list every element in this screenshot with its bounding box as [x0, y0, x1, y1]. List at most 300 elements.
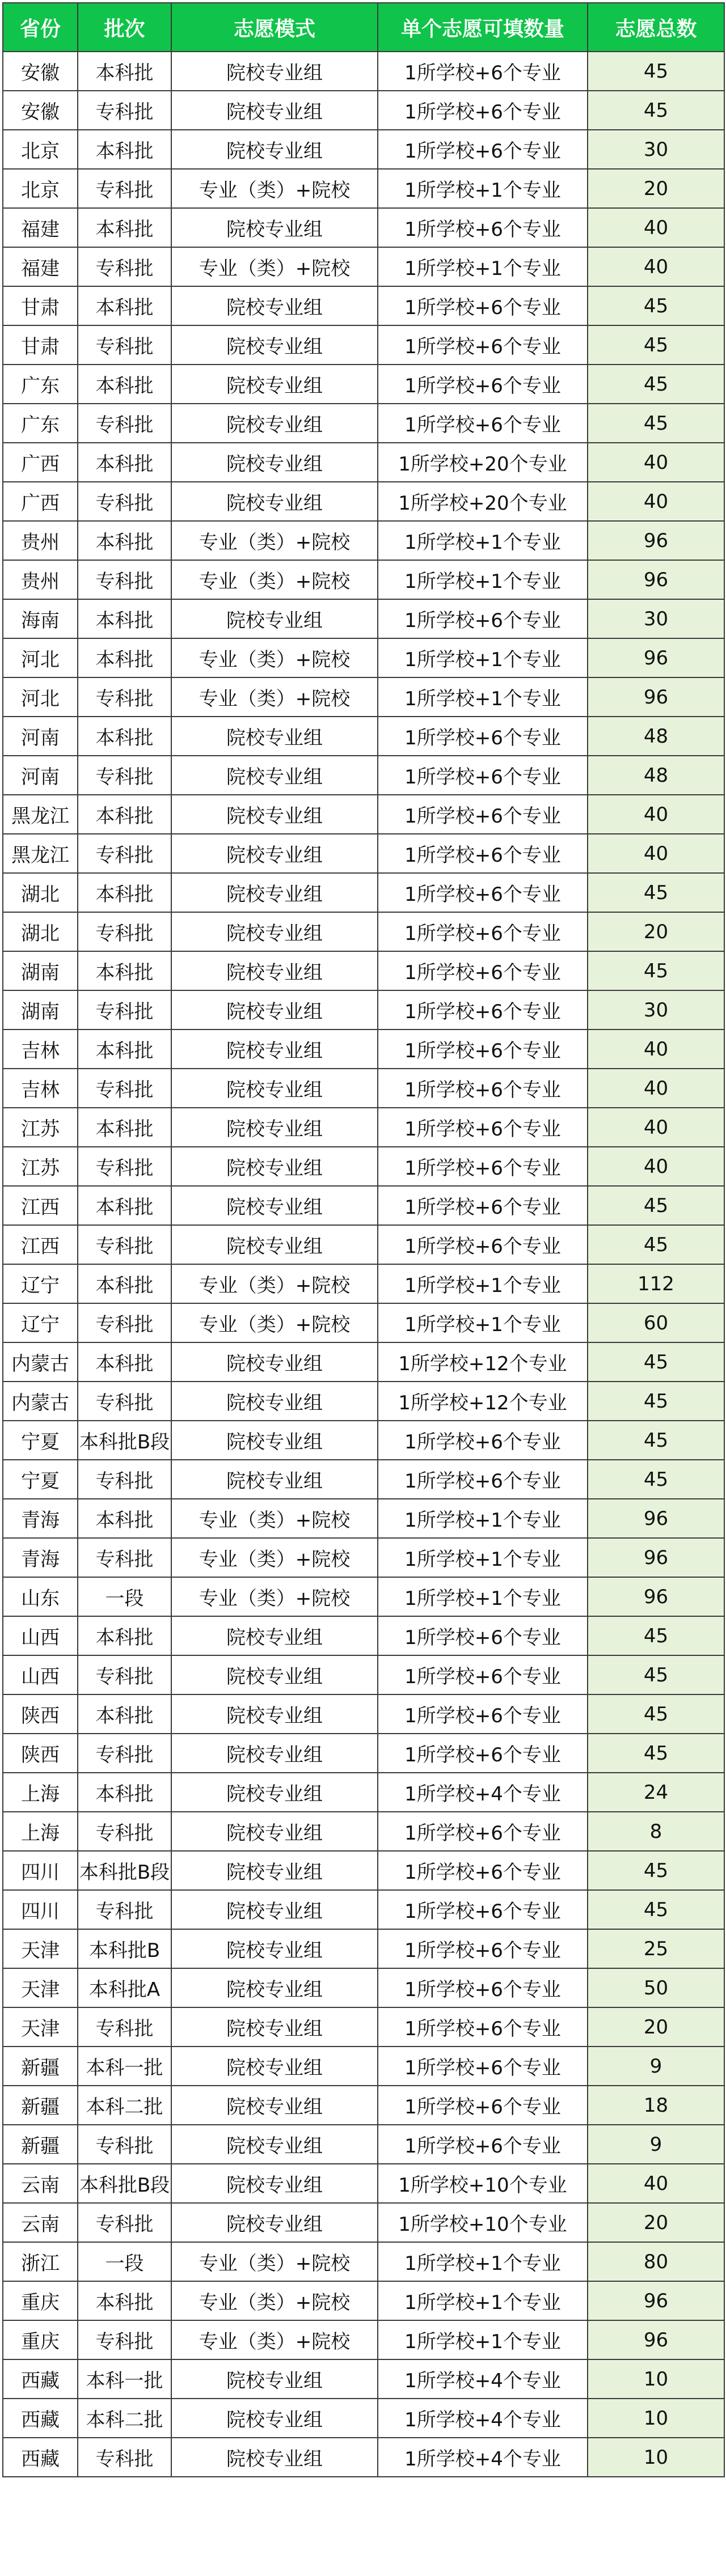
per-choice-count-cell: 1所学校+6个专业 [378, 365, 588, 404]
province-cell: 青海 [3, 1538, 78, 1577]
mode-cell: 专业（类）+院校 [171, 2281, 378, 2320]
total-choices-cell: 96 [588, 2281, 724, 2320]
batch-cell: 专科批 [78, 834, 171, 873]
table-row [3, 1773, 724, 1812]
mode-cell: 院校专业组 [171, 1734, 378, 1773]
batch-cell: 本科批 [78, 717, 171, 756]
mode-cell: 院校专业组 [171, 1421, 378, 1460]
table-row [3, 756, 724, 795]
mode-cell: 院校专业组 [171, 1655, 378, 1694]
batch-cell: 本科批 [78, 1694, 171, 1734]
batch-cell: 本科批 [78, 951, 171, 990]
province-cell: 甘肃 [3, 325, 78, 365]
batch-cell: 专科批 [78, 482, 171, 521]
batch-cell: 本科批 [78, 1773, 171, 1812]
province-cell: 北京 [3, 169, 78, 208]
per-choice-count-cell: 1所学校+1个专业 [378, 677, 588, 717]
table-row [3, 1968, 724, 2007]
per-choice-count-cell: 1所学校+12个专业 [378, 1342, 588, 1382]
province-cell: 辽宁 [3, 1264, 78, 1303]
mode-cell: 院校专业组 [171, 1460, 378, 1499]
province-cell: 西藏 [3, 2399, 78, 2438]
mode-cell: 专业（类）+院校 [171, 169, 378, 208]
total-choices-cell: 45 [588, 1694, 724, 1734]
total-choices-cell: 96 [588, 638, 724, 677]
batch-cell: 本科批B段 [78, 1851, 171, 1890]
per-choice-count-cell: 1所学校+6个专业 [378, 286, 588, 325]
per-choice-count-cell: 1所学校+6个专业 [378, 1108, 588, 1147]
batch-cell: 一段 [78, 1577, 171, 1616]
province-cell: 云南 [3, 2164, 78, 2203]
total-choices-cell: 45 [588, 951, 724, 990]
per-choice-count-cell: 1所学校+4个专业 [378, 2399, 588, 2438]
batch-cell: 专科批 [78, 912, 171, 951]
table-row [3, 208, 724, 247]
total-choices-cell: 60 [588, 1303, 724, 1342]
mode-cell: 专业（类）+院校 [171, 1538, 378, 1577]
total-choices-cell: 10 [588, 2438, 724, 2477]
batch-cell: 本科二批 [78, 2399, 171, 2438]
province-cell: 安徽 [3, 52, 78, 91]
province-cell: 贵州 [3, 560, 78, 599]
mode-cell: 专业（类）+院校 [171, 677, 378, 717]
batch-cell: 专科批 [78, 1303, 171, 1342]
mode-cell: 院校专业组 [171, 599, 378, 638]
table-row [3, 1029, 724, 1069]
province-cell: 青海 [3, 1499, 78, 1538]
per-choice-count-cell: 1所学校+6个专业 [378, 130, 588, 169]
province-cell: 河南 [3, 756, 78, 795]
batch-cell: 专科批 [78, 2320, 171, 2359]
mode-cell: 院校专业组 [171, 1029, 378, 1069]
batch-cell: 专科批 [78, 1225, 171, 1264]
batch-cell: 本科批 [78, 208, 171, 247]
province-cell: 西藏 [3, 2359, 78, 2399]
mode-cell: 专业（类）+院校 [171, 1303, 378, 1342]
total-choices-cell: 45 [588, 365, 724, 404]
per-choice-count-cell: 1所学校+6个专业 [378, 1890, 588, 1929]
province-cell: 湖南 [3, 951, 78, 990]
mode-cell: 院校专业组 [171, 130, 378, 169]
province-cell: 广西 [3, 443, 78, 482]
per-choice-count-cell: 1所学校+1个专业 [378, 2281, 588, 2320]
batch-cell: 一段 [78, 2242, 171, 2281]
batch-cell: 本科批 [78, 365, 171, 404]
table-row [3, 1460, 724, 1499]
total-choices-cell: 48 [588, 756, 724, 795]
total-choices-cell: 40 [588, 834, 724, 873]
total-choices-cell: 45 [588, 873, 724, 912]
table-row [3, 2359, 724, 2399]
mode-cell: 院校专业组 [171, 1851, 378, 1890]
mode-cell: 院校专业组 [171, 365, 378, 404]
total-choices-cell: 45 [588, 1734, 724, 1773]
total-choices-cell: 40 [588, 1108, 724, 1147]
per-choice-count-cell: 1所学校+6个专业 [378, 2007, 588, 2047]
batch-cell: 专科批 [78, 2007, 171, 2047]
table-row [3, 1499, 724, 1538]
total-choices-cell: 40 [588, 1069, 724, 1108]
total-choices-cell: 45 [588, 91, 724, 130]
table-row [3, 873, 724, 912]
table-row [3, 130, 724, 169]
batch-cell: 本科批 [78, 599, 171, 638]
per-choice-count-cell: 1所学校+1个专业 [378, 521, 588, 560]
total-choices-cell: 20 [588, 2203, 724, 2242]
mode-cell: 院校专业组 [171, 1616, 378, 1655]
province-cell: 宁夏 [3, 1460, 78, 1499]
province-cell: 贵州 [3, 521, 78, 560]
province-cell: 陕西 [3, 1734, 78, 1773]
total-choices-cell: 20 [588, 169, 724, 208]
total-choices-cell: 24 [588, 1773, 724, 1812]
table-row [3, 2203, 724, 2242]
province-cell: 广东 [3, 365, 78, 404]
total-choices-cell: 30 [588, 130, 724, 169]
batch-cell: 本科批 [78, 1616, 171, 1655]
province-cell: 吉林 [3, 1069, 78, 1108]
batch-cell: 本科批 [78, 638, 171, 677]
table-row [3, 482, 724, 521]
batch-cell: 本科批 [78, 1264, 171, 1303]
table-row [3, 2007, 724, 2047]
total-choices-cell: 50 [588, 1968, 724, 2007]
province-cell: 新疆 [3, 2047, 78, 2086]
total-choices-cell: 10 [588, 2359, 724, 2399]
province-cell: 河北 [3, 638, 78, 677]
table-row [3, 2242, 724, 2281]
per-choice-count-cell: 1所学校+6个专业 [378, 1460, 588, 1499]
per-choice-count-cell: 1所学校+1个专业 [378, 2320, 588, 2359]
batch-cell: 本科二批 [78, 2086, 171, 2125]
province-cell: 西藏 [3, 2438, 78, 2477]
batch-cell: 专科批 [78, 1538, 171, 1577]
mode-cell: 院校专业组 [171, 990, 378, 1029]
mode-cell: 院校专业组 [171, 208, 378, 247]
table-row [3, 52, 724, 91]
per-choice-count-cell: 1所学校+6个专业 [378, 1186, 588, 1225]
mode-cell: 院校专业组 [171, 1342, 378, 1382]
mode-cell: 专业（类）+院校 [171, 560, 378, 599]
batch-cell: 专科批 [78, 1734, 171, 1773]
table-row [3, 404, 724, 443]
province-cell: 四川 [3, 1890, 78, 1929]
mode-cell: 院校专业组 [171, 1108, 378, 1147]
table-row [3, 677, 724, 717]
province-cell: 江苏 [3, 1108, 78, 1147]
total-choices-cell: 96 [588, 1538, 724, 1577]
table-row [3, 1382, 724, 1421]
batch-cell: 专科批 [78, 1460, 171, 1499]
total-choices-cell: 45 [588, 1382, 724, 1421]
mode-cell: 院校专业组 [171, 834, 378, 873]
table-row [3, 1577, 724, 1616]
table-row [3, 1225, 724, 1264]
batch-cell: 专科批 [78, 1812, 171, 1851]
mode-cell: 院校专业组 [171, 1929, 378, 1968]
per-choice-count-cell: 1所学校+6个专业 [378, 912, 588, 951]
batch-cell: 专科批 [78, 990, 171, 1029]
header-total-choices: 志愿总数 [588, 3, 724, 52]
province-cell: 湖北 [3, 912, 78, 951]
mode-cell: 院校专业组 [171, 717, 378, 756]
mode-cell: 院校专业组 [171, 91, 378, 130]
batch-cell: 专科批 [78, 2438, 171, 2477]
batch-cell: 本科批B段 [78, 2164, 171, 2203]
per-choice-count-cell: 1所学校+6个专业 [378, 756, 588, 795]
batch-cell: 专科批 [78, 677, 171, 717]
mode-cell: 专业（类）+院校 [171, 2320, 378, 2359]
mode-cell: 院校专业组 [171, 286, 378, 325]
mode-cell: 专业（类）+院校 [171, 247, 378, 286]
per-choice-count-cell: 1所学校+12个专业 [378, 1382, 588, 1421]
per-choice-count-cell: 1所学校+1个专业 [378, 247, 588, 286]
province-cell: 吉林 [3, 1029, 78, 1069]
mode-cell: 院校专业组 [171, 795, 378, 834]
batch-cell: 专科批 [78, 1382, 171, 1421]
batch-cell: 本科批 [78, 2281, 171, 2320]
mode-cell: 院校专业组 [171, 2399, 378, 2438]
table-row [3, 286, 724, 325]
per-choice-count-cell: 1所学校+6个专业 [378, 2086, 588, 2125]
province-cell: 浙江 [3, 2242, 78, 2281]
table-row [3, 1342, 724, 1382]
table-row [3, 443, 724, 482]
province-cell: 内蒙古 [3, 1342, 78, 1382]
mode-cell: 院校专业组 [171, 52, 378, 91]
mode-cell: 院校专业组 [171, 1147, 378, 1186]
mode-cell: 院校专业组 [171, 1773, 378, 1812]
per-choice-count-cell: 1所学校+20个专业 [378, 482, 588, 521]
table-row [3, 1929, 724, 1968]
province-cell: 辽宁 [3, 1303, 78, 1342]
province-cell: 甘肃 [3, 286, 78, 325]
province-cell: 上海 [3, 1773, 78, 1812]
mode-cell: 院校专业组 [171, 1382, 378, 1421]
batch-cell: 本科批 [78, 1108, 171, 1147]
mode-cell: 院校专业组 [171, 912, 378, 951]
mode-cell: 专业（类）+院校 [171, 1499, 378, 1538]
province-cell: 广东 [3, 404, 78, 443]
province-cell: 重庆 [3, 2320, 78, 2359]
total-choices-cell: 96 [588, 2320, 724, 2359]
per-choice-count-cell: 1所学校+6个专业 [378, 873, 588, 912]
batch-cell: 专科批 [78, 325, 171, 365]
mode-cell: 专业（类）+院校 [171, 638, 378, 677]
batch-cell: 专科批 [78, 1890, 171, 1929]
table-row [3, 599, 724, 638]
per-choice-count-cell: 1所学校+1个专业 [378, 1577, 588, 1616]
per-choice-count-cell: 1所学校+6个专业 [378, 91, 588, 130]
table-row [3, 2086, 724, 2125]
table-row [3, 951, 724, 990]
table-row [3, 169, 724, 208]
batch-cell: 本科批A [78, 1968, 171, 2007]
table-row [3, 1538, 724, 1577]
batch-cell: 专科批 [78, 1069, 171, 1108]
province-cell: 江西 [3, 1225, 78, 1264]
total-choices-cell: 30 [588, 990, 724, 1029]
table-row [3, 990, 724, 1029]
total-choices-cell: 40 [588, 208, 724, 247]
mode-cell: 院校专业组 [171, 1225, 378, 1264]
table-row [3, 2281, 724, 2320]
mode-cell: 专业（类）+院校 [171, 1264, 378, 1303]
mode-cell: 专业（类）+院校 [171, 1577, 378, 1616]
per-choice-count-cell: 1所学校+1个专业 [378, 1538, 588, 1577]
total-choices-cell: 80 [588, 2242, 724, 2281]
province-cell: 江西 [3, 1186, 78, 1225]
province-cell: 重庆 [3, 2281, 78, 2320]
mode-cell: 院校专业组 [171, 2203, 378, 2242]
mode-cell: 院校专业组 [171, 1069, 378, 1108]
per-choice-count-cell: 1所学校+4个专业 [378, 2359, 588, 2399]
mode-cell: 院校专业组 [171, 873, 378, 912]
total-choices-cell: 45 [588, 1890, 724, 1929]
table-row [3, 1303, 724, 1342]
mode-cell: 院校专业组 [171, 2086, 378, 2125]
total-choices-cell: 45 [588, 1616, 724, 1655]
mode-cell: 院校专业组 [171, 2007, 378, 2047]
table-row [3, 2399, 724, 2438]
mode-cell: 院校专业组 [171, 1968, 378, 2007]
province-cell: 天津 [3, 1968, 78, 2007]
per-choice-count-cell: 1所学校+1个专业 [378, 2242, 588, 2281]
mode-cell: 院校专业组 [171, 2359, 378, 2399]
per-choice-count-cell: 1所学校+6个专业 [378, 599, 588, 638]
per-choice-count-cell: 1所学校+6个专业 [378, 951, 588, 990]
batch-cell: 专科批 [78, 2125, 171, 2164]
per-choice-count-cell: 1所学校+1个专业 [378, 1264, 588, 1303]
table-row [3, 2438, 724, 2477]
batch-cell: 专科批 [78, 756, 171, 795]
batch-cell: 专科批 [78, 91, 171, 130]
table-row [3, 638, 724, 677]
total-choices-cell: 45 [588, 1421, 724, 1460]
per-choice-count-cell: 1所学校+1个专业 [378, 1499, 588, 1538]
total-choices-cell: 30 [588, 599, 724, 638]
total-choices-cell: 40 [588, 2164, 724, 2203]
total-choices-cell: 40 [588, 1029, 724, 1069]
table-row [3, 2047, 724, 2086]
header-mode: 志愿模式 [171, 3, 378, 52]
table-row [3, 1616, 724, 1655]
header-per-choice-count: 单个志愿可填数量 [378, 3, 588, 52]
table-row [3, 1851, 724, 1890]
per-choice-count-cell: 1所学校+1个专业 [378, 638, 588, 677]
total-choices-cell: 112 [588, 1264, 724, 1303]
total-choices-cell: 45 [588, 52, 724, 91]
table-row [3, 834, 724, 873]
total-choices-cell: 25 [588, 1929, 724, 1968]
per-choice-count-cell: 1所学校+20个专业 [378, 443, 588, 482]
per-choice-count-cell: 1所学校+6个专业 [378, 1929, 588, 1968]
total-choices-cell: 45 [588, 404, 724, 443]
batch-cell: 本科批 [78, 521, 171, 560]
batch-cell: 本科批 [78, 1029, 171, 1069]
province-cell: 河南 [3, 717, 78, 756]
per-choice-count-cell: 1所学校+6个专业 [378, 1147, 588, 1186]
province-cell: 湖北 [3, 873, 78, 912]
per-choice-count-cell: 1所学校+6个专业 [378, 2125, 588, 2164]
batch-cell: 本科批 [78, 286, 171, 325]
province-cell: 江苏 [3, 1147, 78, 1186]
per-choice-count-cell: 1所学校+6个专业 [378, 52, 588, 91]
per-choice-count-cell: 1所学校+6个专业 [378, 1734, 588, 1773]
table-row [3, 325, 724, 365]
batch-cell: 本科批 [78, 443, 171, 482]
mode-cell: 院校专业组 [171, 325, 378, 365]
total-choices-cell: 45 [588, 1186, 724, 1225]
table-row [3, 365, 724, 404]
total-choices-cell: 40 [588, 795, 724, 834]
per-choice-count-cell: 1所学校+6个专业 [378, 404, 588, 443]
mode-cell: 院校专业组 [171, 2438, 378, 2477]
batch-cell: 本科批B [78, 1929, 171, 1968]
province-cell: 湖南 [3, 990, 78, 1029]
province-cell: 天津 [3, 1929, 78, 1968]
table-row [3, 1734, 724, 1773]
table-row [3, 2125, 724, 2164]
province-cell: 黑龙江 [3, 834, 78, 873]
province-cell: 山东 [3, 1577, 78, 1616]
total-choices-cell: 96 [588, 1499, 724, 1538]
per-choice-count-cell: 1所学校+6个专业 [378, 795, 588, 834]
table-body [3, 52, 724, 2477]
batch-cell: 本科批 [78, 52, 171, 91]
batch-cell: 专科批 [78, 247, 171, 286]
province-cell: 陕西 [3, 1694, 78, 1734]
total-choices-cell: 96 [588, 1577, 724, 1616]
province-cell: 宁夏 [3, 1421, 78, 1460]
per-choice-count-cell: 1所学校+6个专业 [378, 1968, 588, 2007]
province-cell: 新疆 [3, 2086, 78, 2125]
total-choices-cell: 20 [588, 912, 724, 951]
per-choice-count-cell: 1所学校+6个专业 [378, 2047, 588, 2086]
province-cell: 天津 [3, 2007, 78, 2047]
province-cell: 广西 [3, 482, 78, 521]
province-cell: 云南 [3, 2203, 78, 2242]
per-choice-count-cell: 1所学校+6个专业 [378, 1812, 588, 1851]
batch-cell: 本科批 [78, 130, 171, 169]
table-row [3, 560, 724, 599]
table-row [3, 717, 724, 756]
total-choices-cell: 45 [588, 1225, 724, 1264]
table-row [3, 521, 724, 560]
per-choice-count-cell: 1所学校+1个专业 [378, 1303, 588, 1342]
per-choice-count-cell: 1所学校+6个专业 [378, 834, 588, 873]
per-choice-count-cell: 1所学校+4个专业 [378, 1773, 588, 1812]
province-cell: 北京 [3, 130, 78, 169]
table-row [3, 1264, 724, 1303]
table-row [3, 1186, 724, 1225]
batch-cell: 本科批 [78, 1342, 171, 1382]
table-row [3, 1812, 724, 1851]
total-choices-cell: 45 [588, 1460, 724, 1499]
table-row [3, 91, 724, 130]
total-choices-cell: 10 [588, 2399, 724, 2438]
total-choices-cell: 45 [588, 325, 724, 365]
total-choices-cell: 40 [588, 1147, 724, 1186]
province-cell: 安徽 [3, 91, 78, 130]
mode-cell: 院校专业组 [171, 2047, 378, 2086]
batch-cell: 专科批 [78, 1655, 171, 1694]
mode-cell: 院校专业组 [171, 1812, 378, 1851]
table-row [3, 912, 724, 951]
total-choices-cell: 9 [588, 2047, 724, 2086]
batch-cell: 本科一批 [78, 2047, 171, 2086]
mode-cell: 院校专业组 [171, 951, 378, 990]
